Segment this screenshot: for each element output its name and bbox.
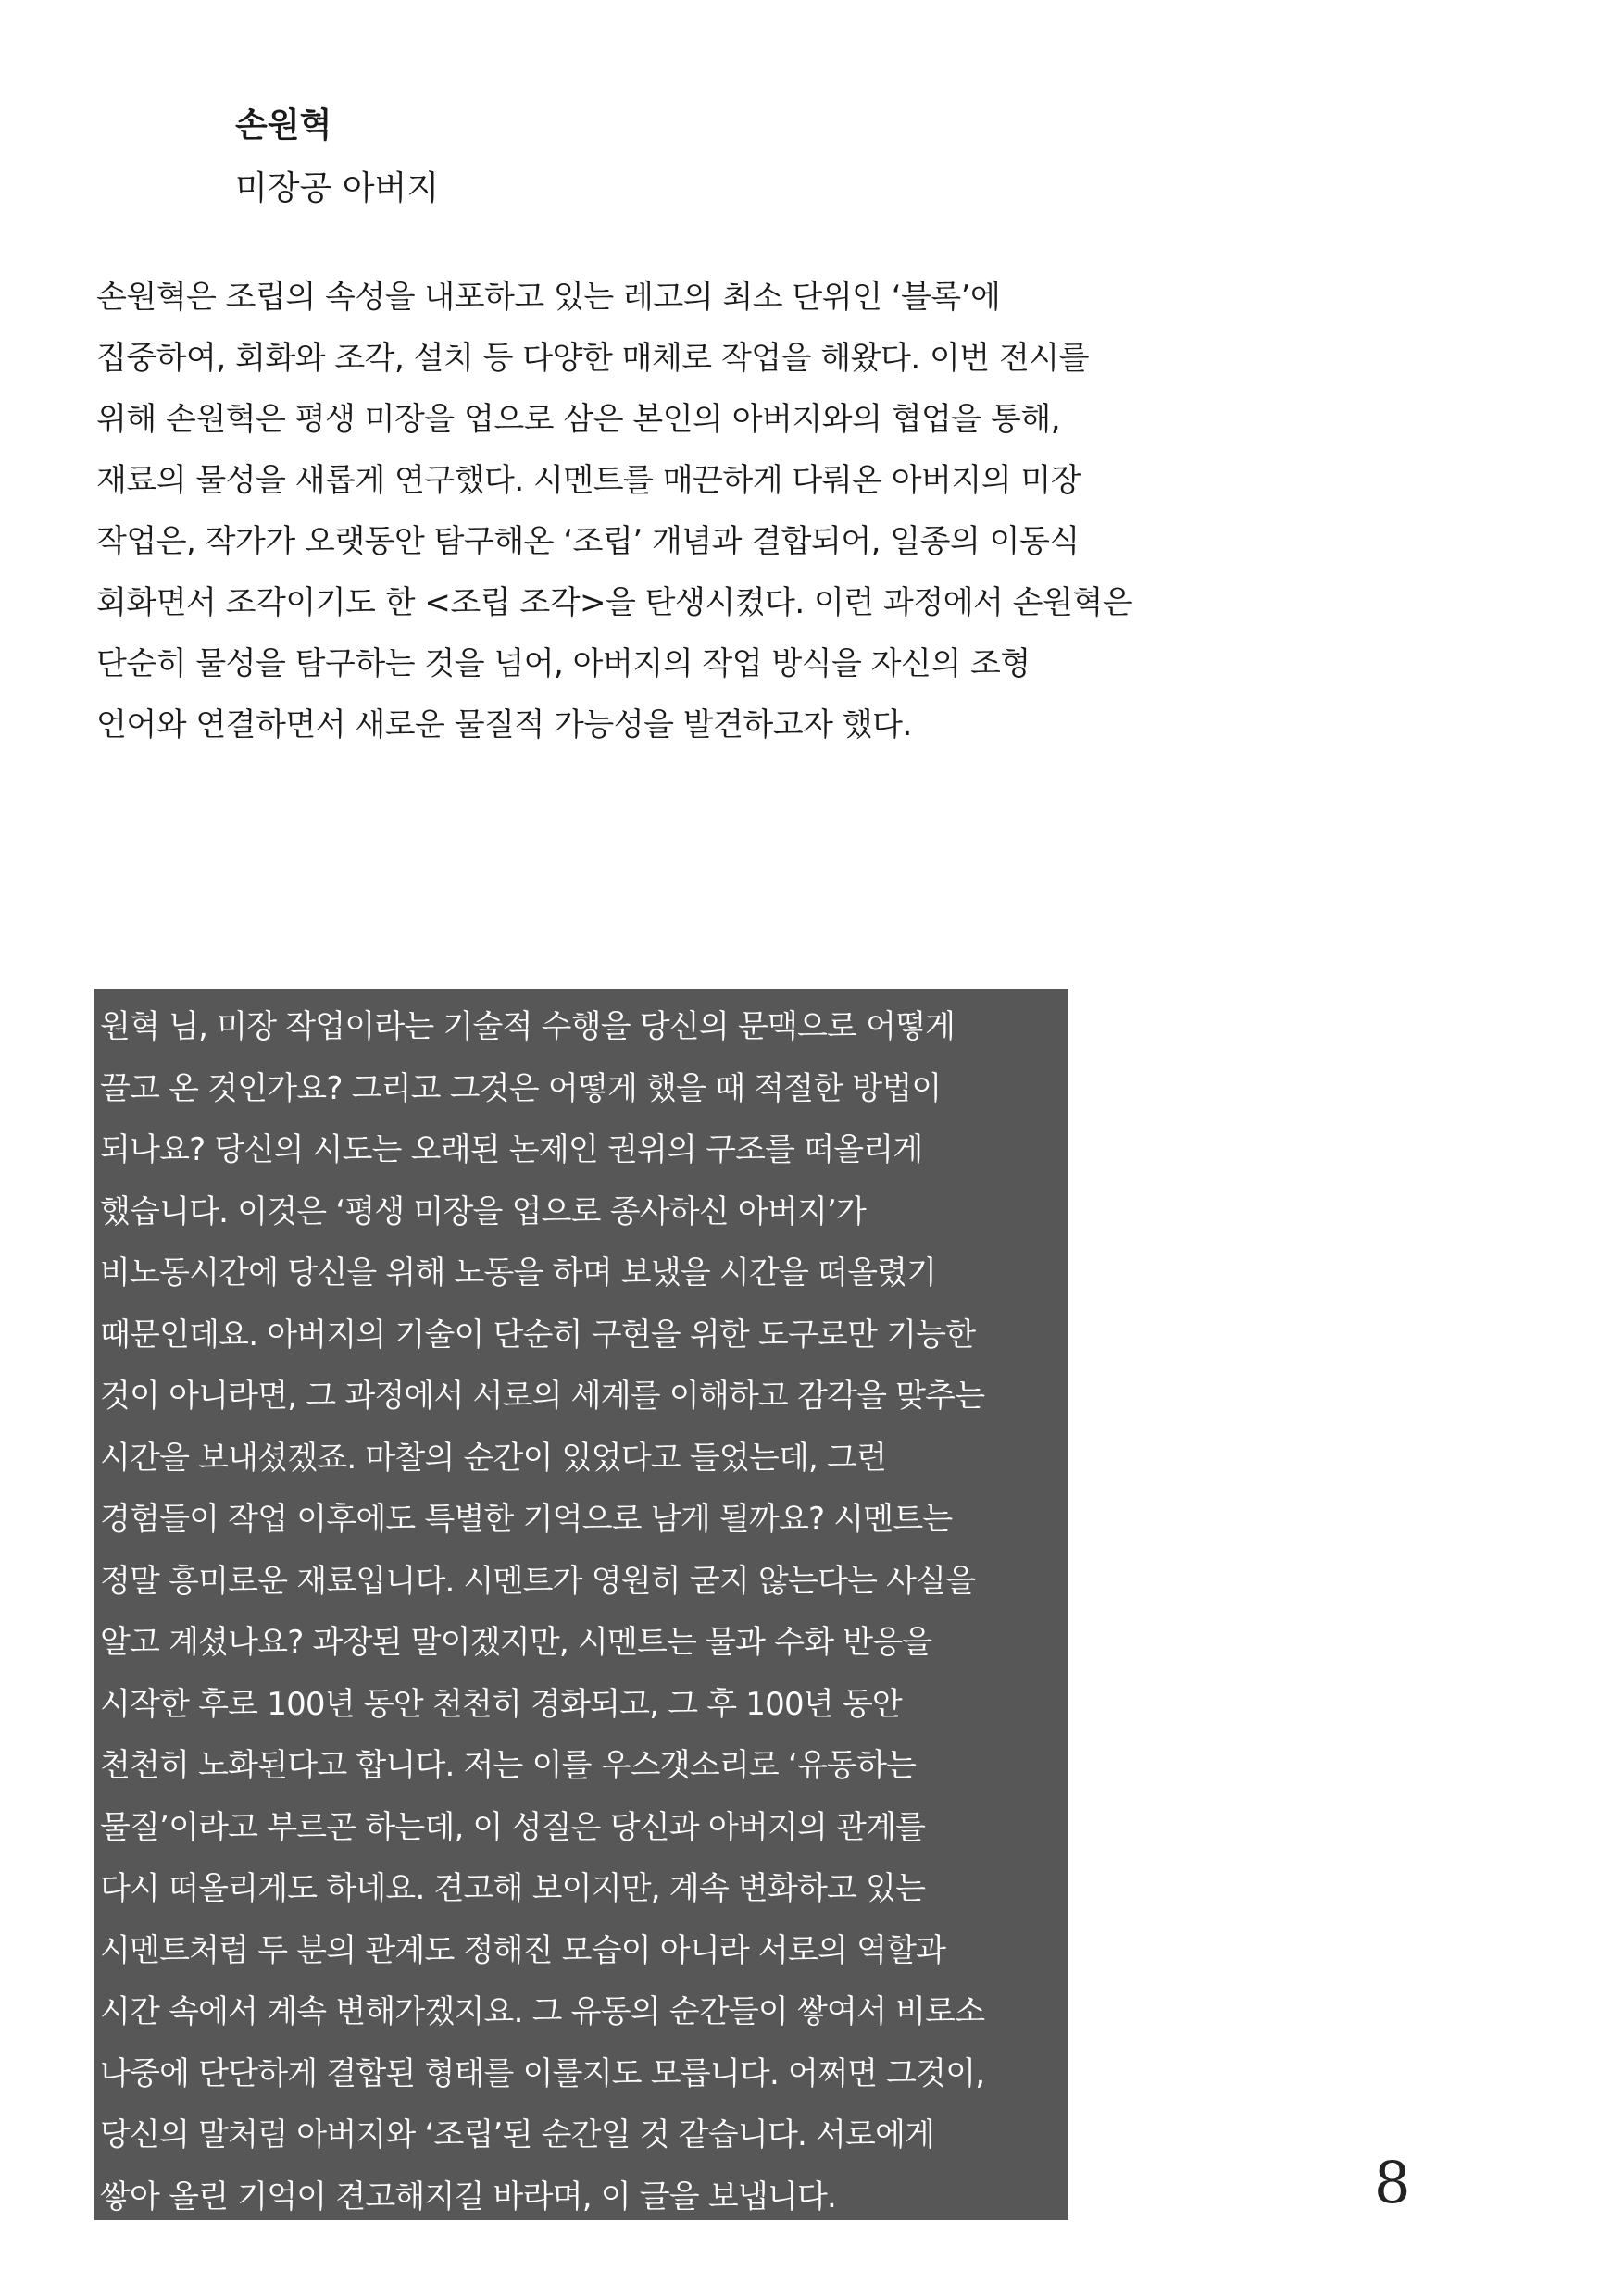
letter-line: 나중에 단단하게 결합된 형태를 이룰지도 모릅니다. 어쩌면 그것이, (100, 2054, 985, 2092)
letter-line: 천천히 노화된다고 합니다. 저는 이를 우스갯소리로 ‘유동하는 (100, 1747, 917, 1784)
letter-line: 끌고 온 것인가요? 그리고 그것은 어떻게 했을 때 적절한 방법이 (100, 1069, 942, 1107)
intro-line: 위해 손원혁은 평생 미장을 업으로 삼은 본인의 아버지와의 협업을 통해, (96, 401, 1061, 438)
letter-line: 했습니다. 이것은 ‘평생 미장을 업으로 종사하신 아버지’가 (100, 1192, 867, 1230)
letter-line: 물질’이라고 부르곤 하는데, 이 성질은 당신과 아버지의 관계를 (100, 1808, 926, 1846)
letter-line: 다시 떠올리게도 하네요. 견고해 보이지만, 계속 변화하고 있는 (100, 1870, 926, 1907)
letter-line: 시간을 보내셨겠죠. 마찰의 순간이 있었다고 들었는데, 그런 (100, 1439, 887, 1477)
intro-paragraph (96, 267, 1132, 755)
artist-subtitle: 미장공 아버지 (235, 169, 440, 207)
letter-line: 것이 아니라면, 그 과정에서 서로의 세계를 이해하고 감각을 맞추는 (100, 1378, 985, 1415)
letter-line: 시멘트처럼 두 분의 관계도 정해진 모습이 아니라 서로의 역할과 (100, 1931, 946, 1969)
letter-line: 때문인데요. 아버지의 기술이 단순히 구현을 위한 도구로만 기능한 (100, 1316, 976, 1354)
letter-line: 원혁 님, 미장 작업이라는 기술적 수행을 당신의 문맥으로 어떻게 (100, 1008, 956, 1045)
intro-line: 재료의 물성을 새롭게 연구했다. 시멘트를 매끈하게 다뤄온 아버지의 미장 (96, 462, 1081, 499)
intro-line: 손원혁은 조립의 속성을 내포하고 있는 레고의 최소 단위인 ‘블록’에 (96, 279, 1001, 316)
letter-line: 당신의 말처럼 아버지와 ‘조립’된 순간일 것 같습니다. 서로에게 (100, 2116, 935, 2153)
intro-line: 작업은, 작가가 오랫동안 탐구해온 ‘조립’ 개념과 결합되어, 일종의 이동식 (96, 523, 1080, 560)
intro-line: 회화면서 조각이기도 한 <조립 조각>을 탄생시켰다. 이런 과정에서 손원혁은 (96, 584, 1133, 621)
letter-line: 경험들이 작업 이후에도 특별한 기억으로 남게 될까요? 시멘트는 (100, 1501, 953, 1538)
letter-line: 알고 계셨나요? 과장된 말이겠지만, 시멘트는 물과 수화 반응을 (100, 1624, 932, 1661)
letter-line: 정말 흥미로운 재료입니다. 시멘트가 영원히 굳지 않는다는 사실을 (100, 1562, 976, 1600)
letter-line: 비노동시간에 당신을 위해 노동을 하며 보냈을 시간을 떠올렸기 (100, 1254, 937, 1292)
intro-line: 단순히 물성을 탐구하는 것을 넘어, 아버지의 작업 방식을 자신의 조형 (96, 645, 1031, 682)
letter-line: 시간 속에서 계속 변해가겠지요. 그 유동의 순간들이 쌓여서 비로소 (100, 1993, 985, 2030)
letter-line: 되나요? 당신의 시도는 오래된 논제인 권위의 구조를 떠올리게 (100, 1131, 923, 1168)
letter-line: 쌓아 올린 기억이 견고해지길 바라며, 이 글을 보냅니다. (100, 2177, 837, 2215)
page-number: 8 (1374, 2149, 1411, 2216)
artist-name: 손원혁 (235, 106, 332, 144)
letter-line: 시작한 후로 100년 동안 천천히 경화되고, 그 후 100년 동안 (100, 1685, 902, 1723)
letter-box (94, 989, 1068, 2220)
intro-line: 언어와 연결하면서 새로운 물질적 가능성을 발견하고자 했다. (96, 706, 912, 743)
intro-line: 집중하여, 회화와 조각, 설치 등 다양한 매체로 작업을 해왔다. 이번 전시를 (96, 340, 1089, 377)
